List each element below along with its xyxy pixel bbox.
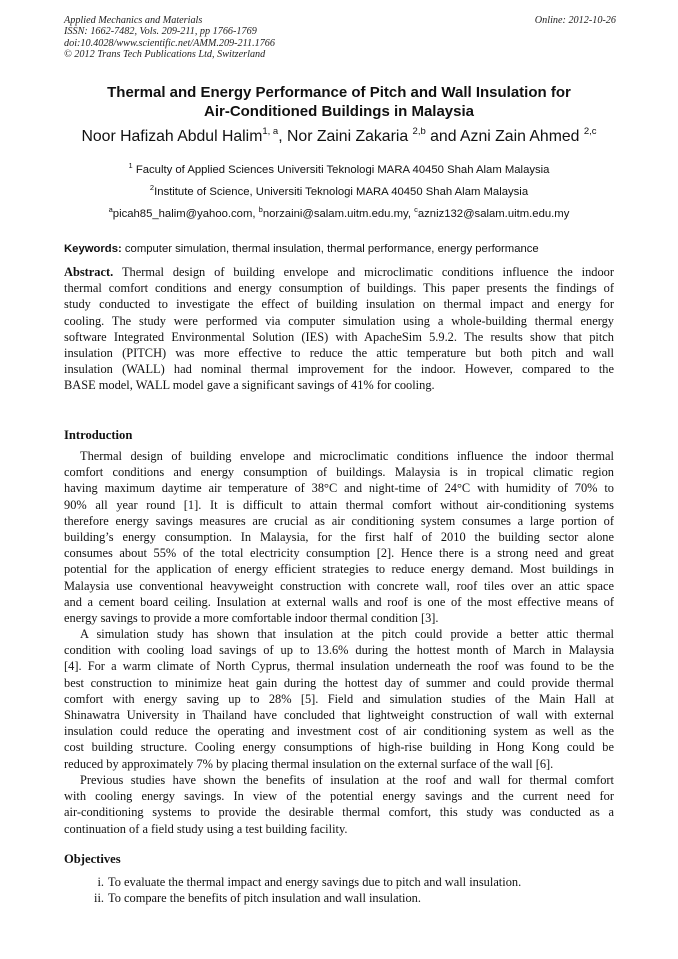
objective-item — [64, 890, 614, 906]
paragraph-line: consumes about 55% of the total electricity consumption [2]. Hence there is a strong need and great — [64, 546, 614, 561]
paragraph-line: Malaysia use conventional heavyweight construction with concrete wall, roof tiles over an attic space — [64, 578, 614, 593]
paragraph-line: with cooling energy savings. In view of the potential energy savings and the current need for — [64, 789, 614, 804]
abstract-line: software Integrated Environmental Solution (IES) with ApacheSim 5.9.2. The results show that pitch — [64, 329, 614, 344]
abstract-line: BASE model, WALL model gave a significant savings of 41% for cooling. — [64, 378, 435, 393]
journal-name: Applied Mechanics and Materials — [64, 15, 203, 26]
objectives-heading: Objectives — [64, 852, 121, 866]
keywords-label: Keywords: — [64, 243, 122, 255]
paragraph-line: [4]. For a warm climate of North Cyprus, thermal insulation underneath the roof was found to be the — [64, 659, 614, 674]
intro-paragraph-2 — [64, 626, 614, 772]
copyright-line: © 2012 Trans Tech Publications Ltd, Switzerland — [64, 49, 266, 61]
abstract-line: thermal comfort conditions and energy consumption of buildings. This paper presents the findings of — [64, 281, 614, 296]
keywords — [64, 242, 624, 256]
title-line-2: Air-Conditioned Buildings in Malaysia — [203, 103, 474, 120]
title-line-1: Thermal and Energy Performance of Pitch and Wall Insulation for — [107, 84, 571, 101]
author-3-affil: 2,c — [583, 126, 597, 137]
abstract-line — [64, 264, 614, 280]
paragraph-line: Previous studies have shown the benefits of insulation at the roof and wall for thermal comfort — [80, 773, 614, 787]
journal-header — [64, 15, 616, 61]
paragraph-line: best construction to minimize heat gain during the hottest day of summer and could provide thermal — [64, 675, 614, 690]
email-list — [40, 207, 638, 221]
author-2: , Nor Zaini Zakaria — [278, 128, 413, 145]
email-a-marker: a — [108, 205, 113, 214]
introduction-heading: Introduction — [64, 428, 133, 442]
paragraph-line: comfort conditions and energy consumption of buildings. Malaysia is in tropical climatic region — [64, 465, 614, 480]
objective-text: To evaluate the thermal impact and energy savings due to pitch and wall insulation. — [108, 875, 522, 889]
paragraph-line: 90% all year round [1]. It is difficult to attain thermal comfort without air-conditioning systems — [64, 497, 614, 512]
paragraph-line: Shinawatra University in Thailand have concluded that lightweight construction of wall with external — [64, 707, 614, 722]
abstract-label: Abstract. — [64, 265, 114, 279]
objective-item — [64, 874, 614, 890]
paragraph-line: reduced by approximately 7% by placing thermal insulation on the external surface of the wall [6]. — [64, 756, 554, 771]
objective-text: To compare the benefits of pitch insulation and wall insulation. — [108, 891, 421, 905]
keywords-text: computer simulation, thermal insulation, thermal performance, energy performance — [121, 243, 539, 255]
intro-paragraph-3 — [64, 772, 614, 837]
abstract-line: insulation (WALL) had nominal thermal improvement for the indoor. However, compared to the — [64, 362, 614, 377]
author-1: Noor Hafizah Abdul Halim — [81, 128, 263, 145]
paper-title — [64, 83, 614, 121]
online-date: Online: 2012-10-26 — [534, 15, 616, 26]
paragraph-line: cost building structure. Cooling energy consumptions of high-rise building in Hong Kong could be — [64, 740, 614, 755]
paragraph-line: A simulation study has shown that insulation at the pitch could provide a better attic thermal — [80, 627, 614, 641]
abstract-line: study conducted to investigate the effect of building insulation on thermal impact and energy for — [64, 297, 614, 312]
intro-paragraph-1 — [64, 448, 614, 626]
abstract-text: Thermal design of building envelope and microclimatic conditions influence the indoor — [113, 265, 614, 279]
author-1-affil: 1, a — [262, 126, 279, 137]
affiliation-2-text: Institute of Science, Universiti Teknologi MARA 40450 Shah Alam Malaysia — [154, 186, 529, 198]
objective-number: ii. — [94, 891, 104, 905]
paragraph-line: condition with cooling load savings of up to 13.6% during the hottest month of March in Malaysia — [64, 643, 614, 658]
paragraph-line: therefore energy savings measures are crucial as air conditioning system consumes a large portion of — [64, 513, 614, 528]
abstract-line: cooling. The study were performed via computer simulation using a whole-building thermal energy — [64, 313, 614, 328]
author-3: and Azni Zain Ahmed — [425, 128, 584, 145]
email-b-marker: b — [258, 205, 263, 214]
paragraph-line: and a cement board ceiling. Insulation at external walls and roof is one of the most effective means of — [64, 594, 614, 609]
abstract — [64, 264, 614, 394]
affiliation-2 — [40, 185, 638, 199]
email-b: norzaini@salam.uitm.edu.my, — [262, 208, 415, 220]
paragraph-line: air-conditioning systems to provide the desirable thermal comfort, this study was conducted as a — [64, 805, 614, 820]
issn-line: ISSN: 1662-7482, Vols. 209-211, pp 1766-1769 — [64, 26, 257, 38]
author-2-affil: 2,b — [412, 126, 426, 137]
paragraph-line: having maximum daytime air temperature of 38°C and night-time of 24°C with humidity of 70% to — [64, 481, 614, 496]
paragraph-line: Thermal design of building envelope and microclimatic conditions influence the indoor thermal — [80, 449, 614, 463]
paragraph-line: comfort with energy saving up to 28% [5]. Field and simulation studies of the Main Hall at — [64, 691, 614, 706]
email-c-marker: c — [414, 205, 418, 214]
email-a: picah85_halim@yahoo.com, — [112, 208, 259, 220]
paragraph-line: building’s energy consumption. In Malaysia, for the first half of 2010 the building sector alone — [64, 529, 614, 544]
affiliation-1-text: Faculty of Applied Sciences Universiti Teknologi MARA 40450 Shah Alam Malaysia — [132, 164, 550, 176]
email-c: azniz132@salam.uitm.edu.my — [417, 208, 570, 220]
doi-line: doi:10.4028/www.scientific.net/AMM.209-211.1766 — [64, 37, 275, 49]
paragraph-line: potential for the application of energy efficient strategies to reduce energy demand. Most buildings in — [64, 562, 614, 577]
paragraph-line: energy savings to provide a more comfortable indoor thermal condition [3]. — [64, 610, 439, 625]
affiliation-2-marker: 2 — [149, 183, 155, 192]
objective-number: i. — [97, 875, 104, 889]
author-list — [40, 127, 638, 147]
affiliation-1 — [40, 163, 638, 177]
abstract-line: insulation (PITCH) was more effective to reduce the attic temperature but both pitch and wall — [64, 345, 614, 360]
paragraph-line: insulation could reduce the operating and investment cost of air conditioning system as well as the — [64, 724, 614, 739]
paragraph-line: continuation of a field study using a test building facility. — [64, 821, 348, 836]
affiliation-1-marker: 1 — [128, 161, 133, 170]
